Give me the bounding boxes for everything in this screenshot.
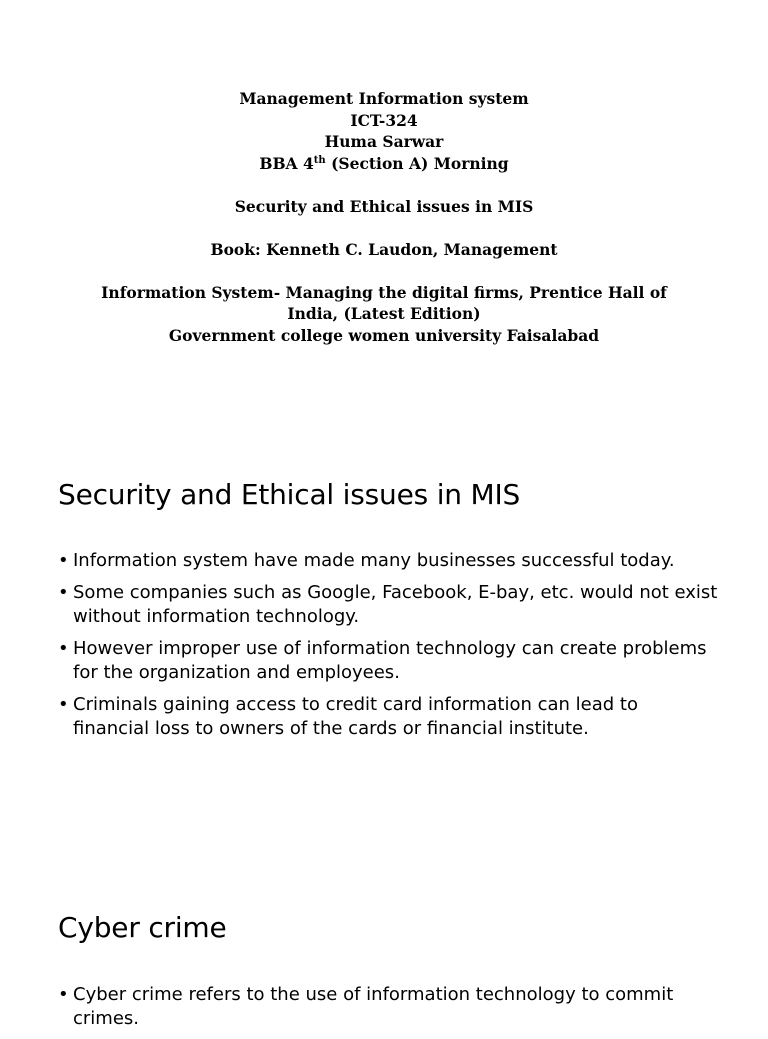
spacer xyxy=(0,260,768,282)
list-item-text: Criminals gaining access to credit card information can lead to financial loss to owners of the cards or financial institute. xyxy=(73,694,638,739)
list-item xyxy=(58,581,718,629)
bullet-icon: • xyxy=(58,638,69,659)
book-detail-line-1: Information System- Managing the digital firms, Prentice Hall of xyxy=(101,282,667,302)
spacer xyxy=(0,217,768,239)
list-item-text: Information system have made many businesses successful today. xyxy=(73,550,675,571)
book-detail-line-2: India, (Latest Edition) xyxy=(287,304,481,323)
class-section xyxy=(0,153,768,175)
bullet-icon: • xyxy=(58,694,69,715)
spacer xyxy=(0,174,768,196)
content-slide-security xyxy=(0,432,768,864)
bullet-list xyxy=(58,983,718,1039)
list-item-text: However improper use of information technology can create problems for the organization and employees. xyxy=(73,638,707,683)
institution-name: Government college women university Faisalabad xyxy=(168,325,600,345)
class-superscript: th xyxy=(313,154,326,166)
list-item-text: Some companies such as Google, Facebook, E-bay, etc. would not exist without information technology. xyxy=(73,582,718,627)
book-reference: Book: Kenneth C. Laudon, Management xyxy=(210,239,558,259)
topic-title: Security and Ethical issues in MIS xyxy=(234,196,534,216)
list-item xyxy=(58,693,718,741)
bullet-icon: • xyxy=(58,582,69,603)
list-item xyxy=(58,549,718,573)
bullet-icon: • xyxy=(58,550,69,571)
title-slide xyxy=(0,0,768,432)
class-prefix: BBA 4 xyxy=(259,153,314,173)
slide-heading: Cyber crime xyxy=(58,911,227,944)
list-item xyxy=(58,637,718,685)
slide-heading: Security and Ethical issues in MIS xyxy=(58,478,521,511)
course-title: Management Information system xyxy=(239,89,529,108)
title-block xyxy=(0,88,768,346)
list-item-text: Cyber crime refers to the use of information technology to commit crimes. xyxy=(73,984,674,1029)
course-code: ICT-324 xyxy=(350,110,418,130)
class-suffix: (Section A) Morning xyxy=(325,153,509,173)
author-name: Huma Sarwar xyxy=(324,132,444,151)
bullet-list xyxy=(58,549,718,749)
bullet-icon: • xyxy=(58,984,69,1005)
content-slide-cyber-crime xyxy=(0,864,768,1029)
